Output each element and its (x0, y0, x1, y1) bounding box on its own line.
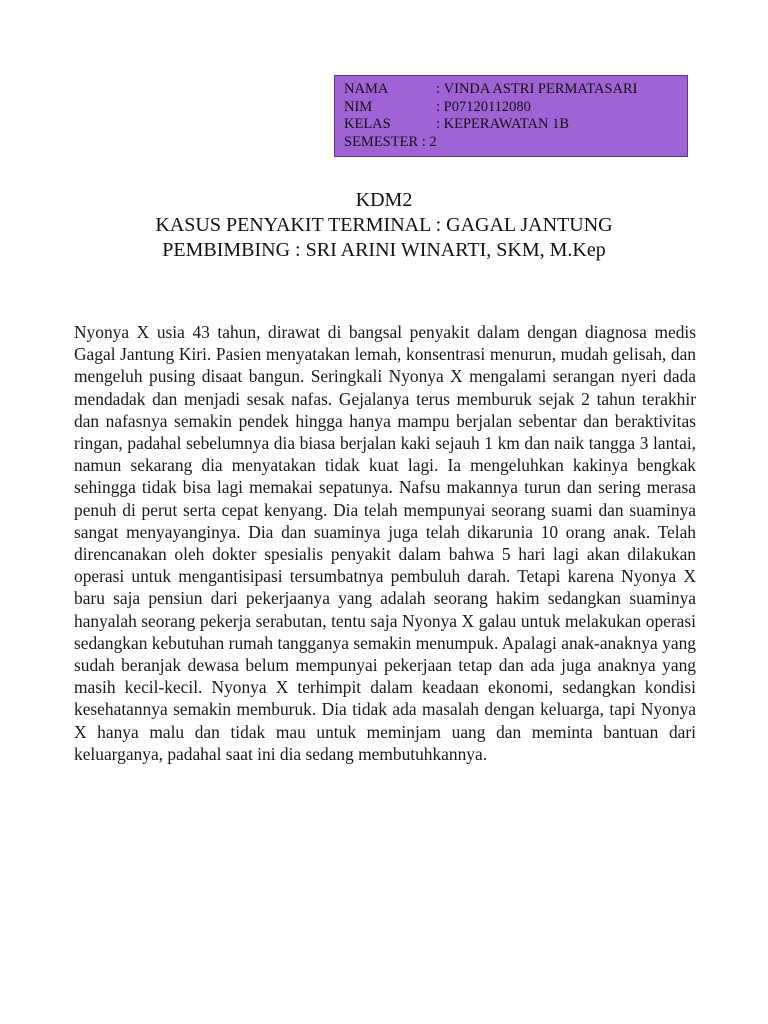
supervisor-line: PEMBIMBING : SRI ARINI WINARTI, SKM, M.Kep (162, 239, 606, 261)
student-identity-box (334, 75, 688, 157)
identity-row-name (344, 81, 679, 99)
identity-separator: : (436, 81, 441, 97)
identity-row-nim (344, 99, 679, 117)
identity-separator: : (436, 98, 441, 115)
document-heading (0, 188, 768, 263)
case-description-paragraph: Nyonya X usia 43 tahun, dirawat di bangsal penyakit dalam dengan diagnosa medis Gagal Jantung Kiri. Pasien menyatakan lemah, konsentrasi menurun, mudah gelisah, dan mengeluh pusing disaat bangun. Seringkali Nyonya X mengalami serangan nyeri dada mendadak dan menjadi sesak nafas. Gejalanya terus memburuk sejak 2 tahun terakhir dan nafasnya semakin pendek hingga hanya mampu berjalan sebentar dan beraktivitas ringan, padahal sebelumnya dia biasa berjalan kaki sejauh 1 km dan naik tangga 3 lantai, namun sekarang dia menyatakan tidak kuat lagi. Ia mengeluhkan kakinya bengkak sehingga tidak bisa lagi memakai sepatunya. Nafsu makannya turun dan sering merasa penuh di perut serta cepat kenyang. Dia telah mempunyai seorang suami dan suaminya sangat menyayanginya. Dia dan suaminya juga telah dikarunia 10 orang anak. Telah direncanakan oleh dokter spesialis penyakit dalam bahwa 5 hari lagi akan dilakukan operasi untuk mengantisipasi tersumbatnya pembuluh darah. Tetapi karena Nyonya X baru saja pensiun dari pekerjaanya yang adalah seorang hakim sedangkan suaminya hanyalah seorang pekerja serabutan, tentu saja Nyonya X galau untuk melakukan operasi sedangkan kebutuhan rumah tangganya semakin menumpuk. Apalagi anak-anaknya yang sudah beranjak dewasa belum mempunyai pekerjaan tetap dan ada juga anaknya yang masih kecil-kecil. Nyonya X terhimpit dalam keadaan ekonomi, sedangkan kondisi kesehatannya semakin memburuk. Dia tidak ada masalah dengan keluarga, tapi Nyonya X hanya malu dan tidak mau untuk meminjam uang dan meminta bantuan dari keluarganya, padahal saat ini dia sedang membutuhkannya. (74, 322, 696, 764)
identity-value: KEPERAWATAN 1B (443, 116, 570, 132)
identity-label: SEMESTER (344, 133, 419, 150)
identity-value: VINDA ASTRI PERMATASARI (443, 81, 638, 97)
identity-separator: : (436, 116, 441, 132)
course-code: KDM2 (355, 189, 413, 211)
case-title: KASUS PENYAKIT TERMINAL : GAGAL JANTUNG (155, 214, 613, 236)
identity-row-semester (344, 134, 679, 152)
identity-row-class (344, 116, 679, 134)
identity-separator: : (421, 133, 426, 150)
identity-value: P07120112080 (443, 98, 531, 115)
identity-label: KELAS (344, 116, 391, 132)
identity-value: 2 (429, 133, 437, 150)
identity-label: NIM (344, 98, 373, 115)
identity-label: NAMA (344, 81, 389, 97)
